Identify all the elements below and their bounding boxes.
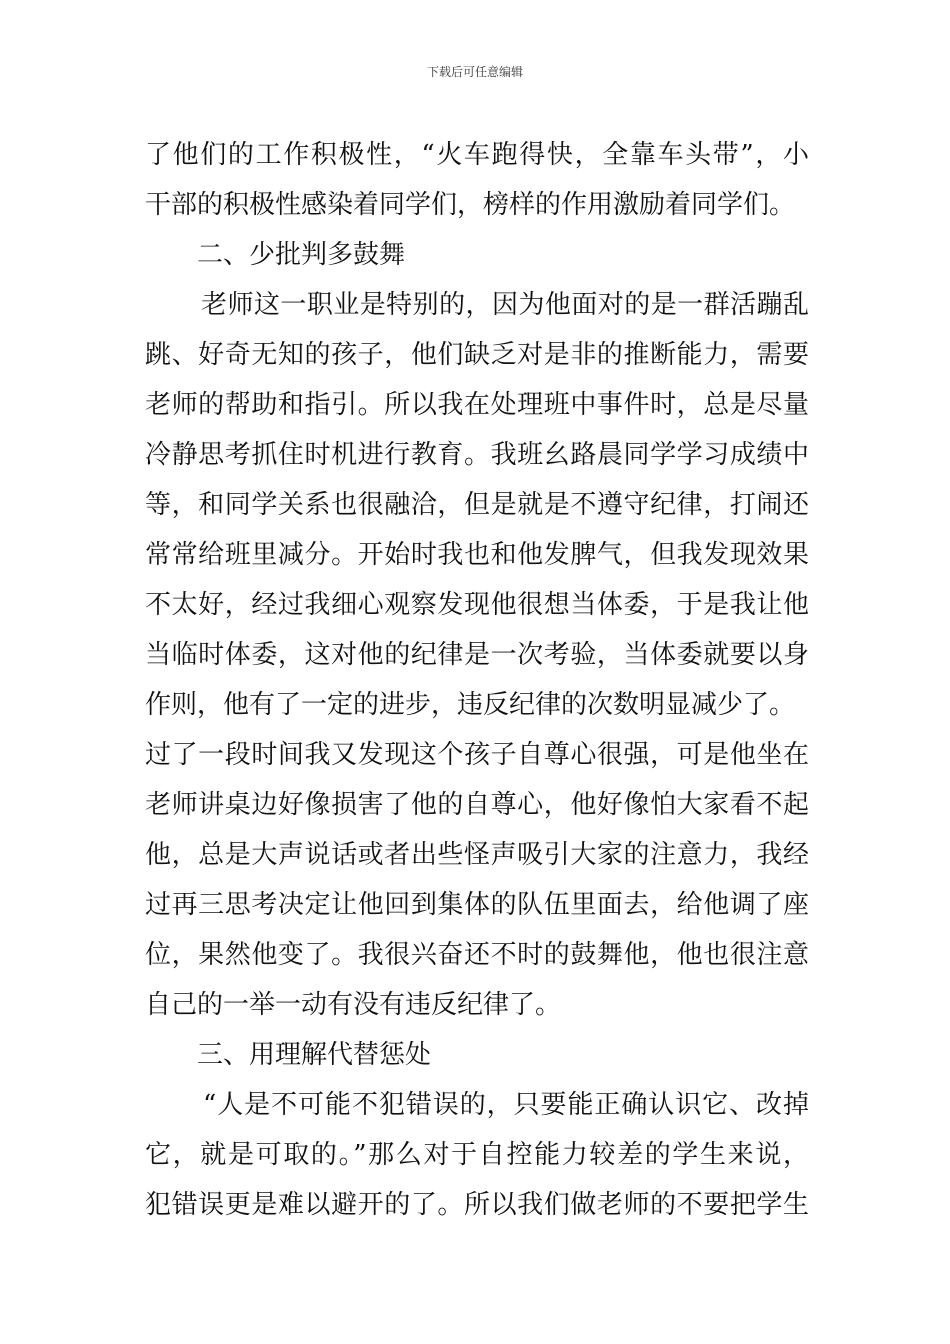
section-heading: 三、用理解代替惩处 [197, 1040, 432, 1070]
text-line: 老师的帮助和指引。所以我在处理班中事件时，总是尽量 [145, 390, 809, 420]
text-line: 常常给班里减分。开始时我也和他发脾气，但我发现效果 [145, 540, 809, 570]
text-line: 老师讲桌边好像损害了他的自尊心，他好像怕大家看不起 [145, 790, 809, 820]
text-line: 老师这一职业是特别的，因为他面对的是一群活蹦乱 [201, 290, 809, 320]
text-line: 不太好，经过我细心观察发现他很想当体委，于是我让他 [145, 590, 809, 620]
page-header: 下载后可任意编辑 [426, 65, 523, 79]
text-line: 干部的积极性感染着同学们，榜样的作用激励着同学们。 [145, 190, 796, 220]
document-body [145, 130, 809, 1230]
text-line: “人是不可能不犯错误的，只要能正确认识它、改掉 [203, 1090, 809, 1120]
text-line: 过再三思考决定让他回到集体的队伍里面去，给他调了座 [145, 890, 809, 920]
text-line: 等，和同学关系也很融洽，但是就是不遵守纪律，打闹还 [145, 490, 809, 520]
text-line: 跳、好奇无知的孩子，他们缺乏对是非的推断能力，需要 [145, 340, 809, 370]
text-line: 过了一段时间我又发现这个孩子自尊心很强，可是他坐在 [145, 740, 809, 770]
text-line: 他，总是大声说话或者出些怪声吸引大家的注意力，我经 [145, 840, 809, 870]
text-line: 当临时体委，这对他的纪律是一次考验，当体委就要以身 [145, 640, 809, 670]
text-line: 犯错误更是难以避开的了。所以我们做老师的不要把学生 [145, 1190, 809, 1220]
text-line: 了他们的工作积极性，“火车跑得快，全靠车头带”，小 [145, 140, 809, 170]
text-line: 作则，他有了一定的进步，违反纪律的次数明显减少了。 [145, 690, 796, 720]
text-line: 位，果然他变了。我很兴奋还不时的鼓舞他，他也很注意 [145, 940, 809, 970]
text-line: 自己的一举一动有没有违反纪律了。 [145, 990, 562, 1020]
text-line: 冷静思考抓住时机进行教育。我班幺路晨同学学习成绩中 [145, 440, 809, 470]
section-heading: 二、少批判多鼓舞 [197, 240, 406, 270]
text-line: 它，就是可取的。”那么对于自控能力较差的学生来说， [145, 1140, 809, 1170]
